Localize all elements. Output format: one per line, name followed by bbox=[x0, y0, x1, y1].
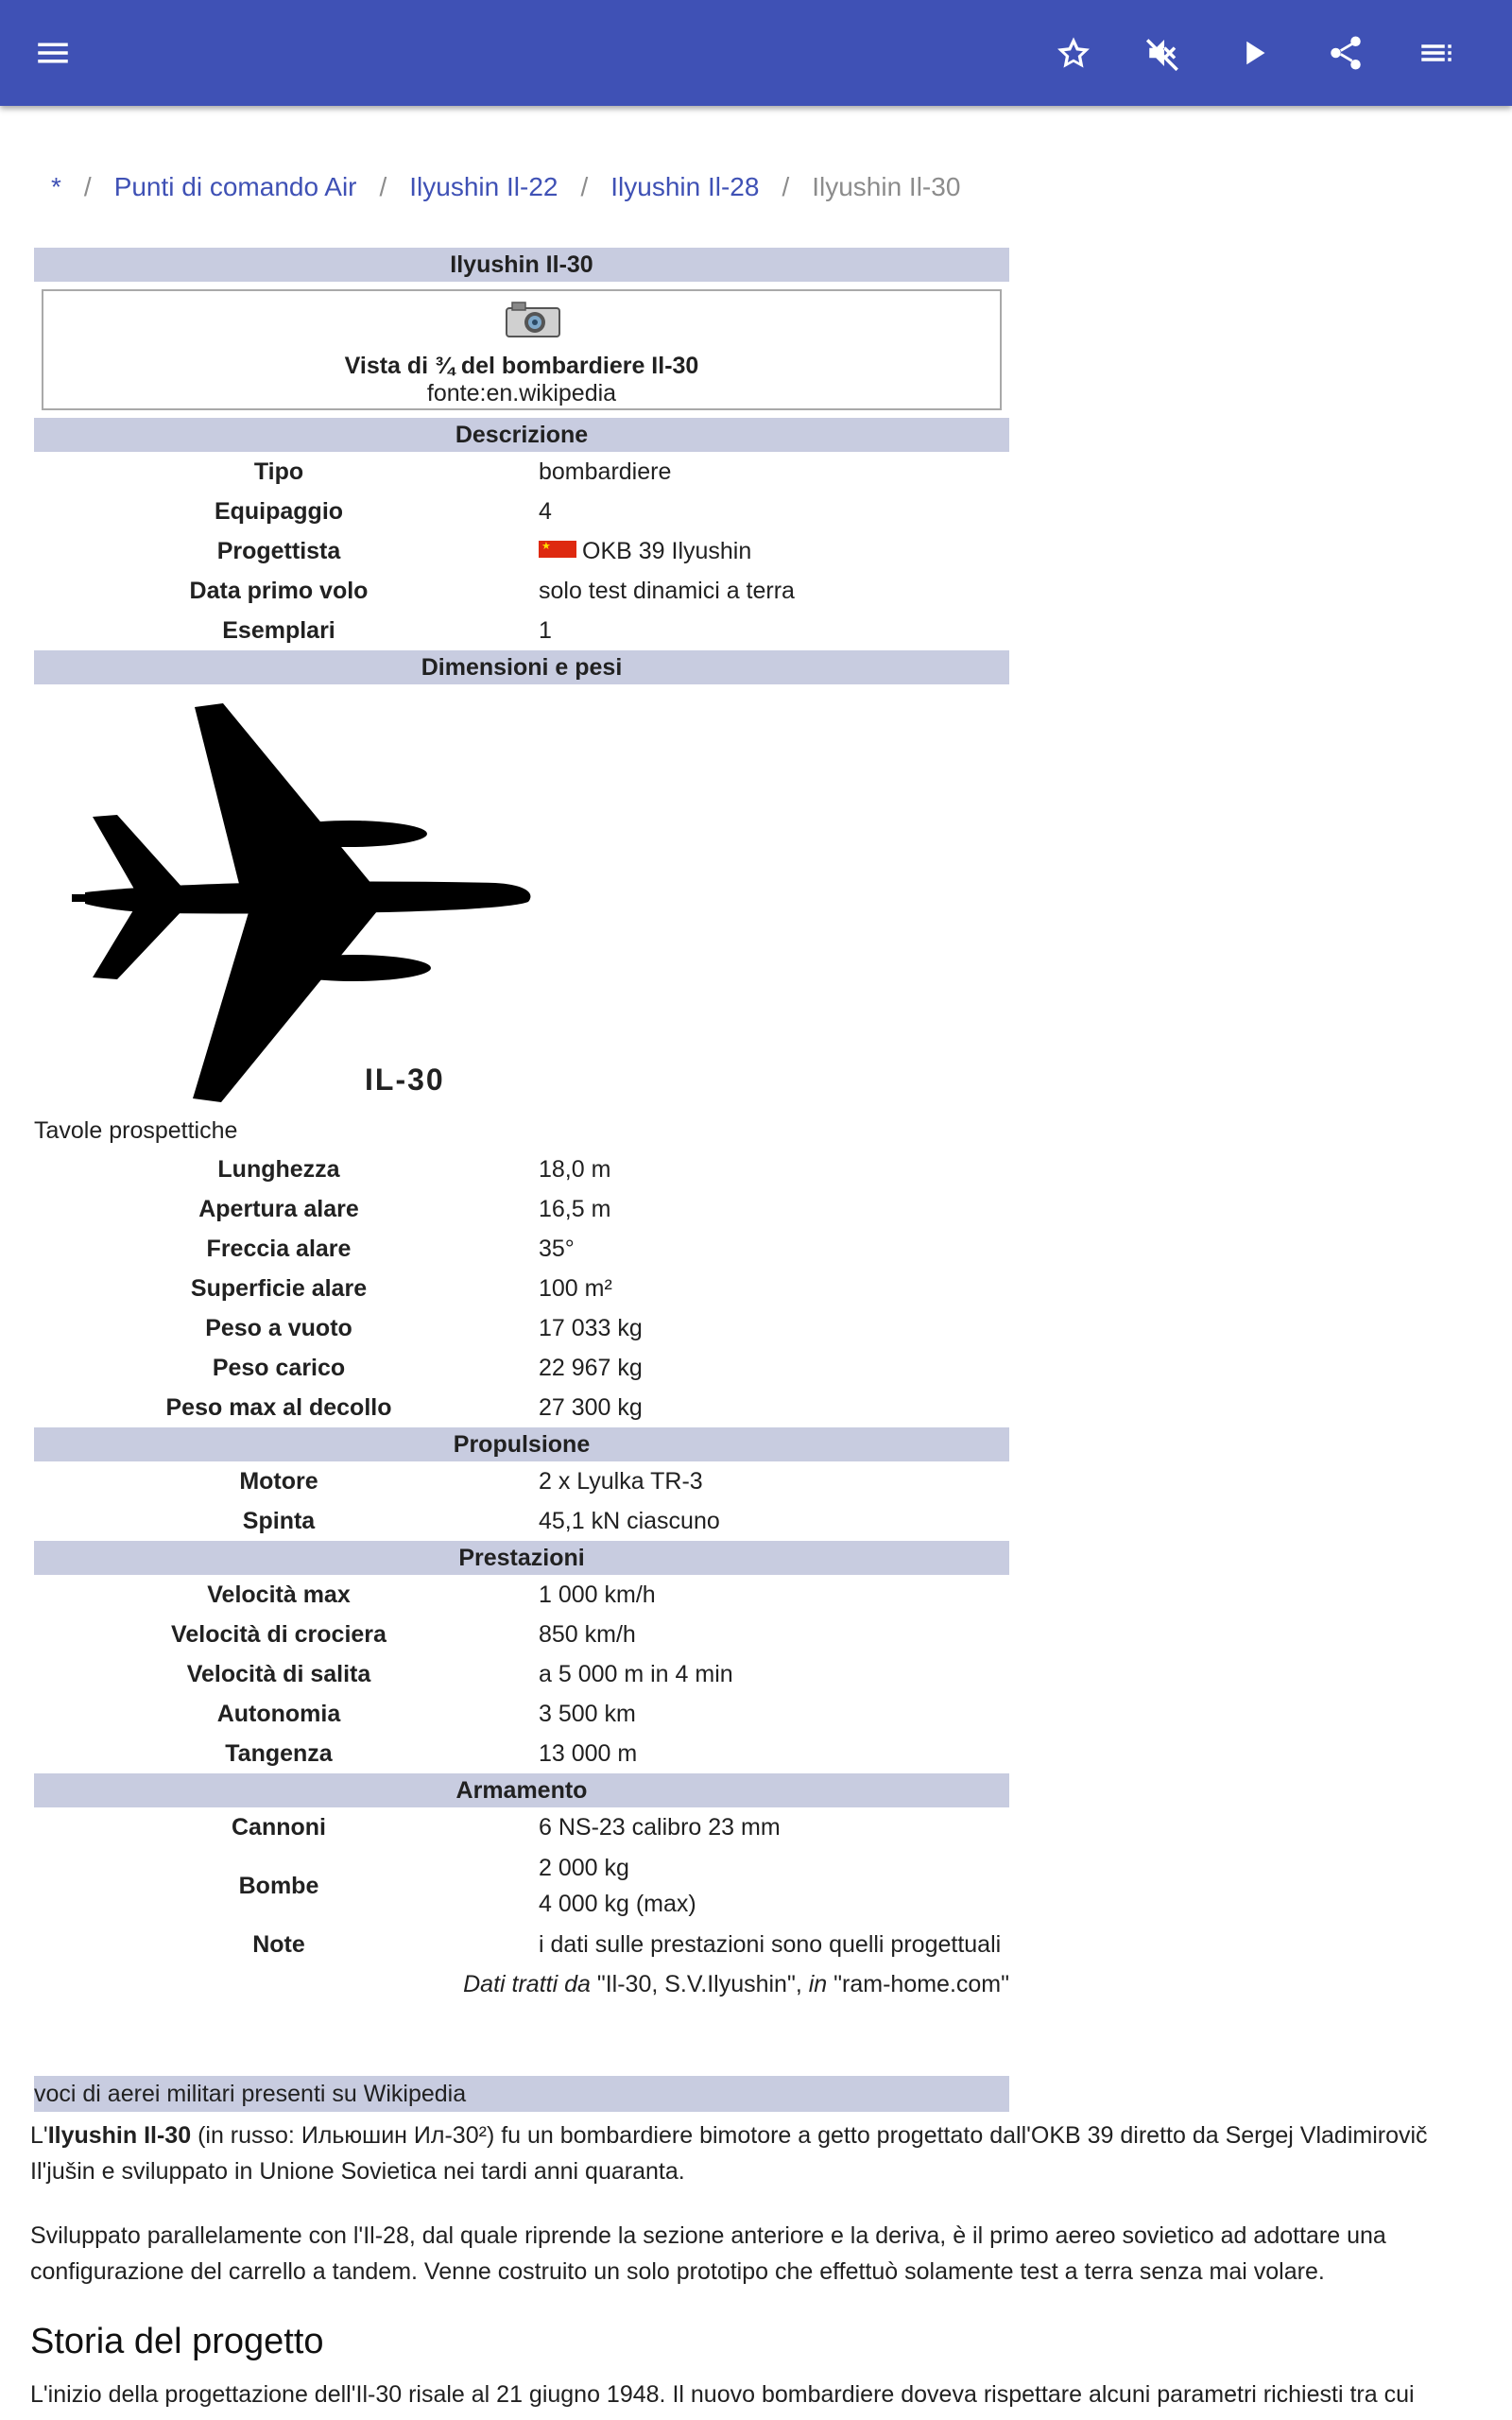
section-descrizione: Descrizione bbox=[34, 418, 1009, 452]
breadcrumb-separator: / bbox=[83, 172, 92, 201]
row-value: 35° bbox=[539, 1235, 575, 1262]
info-row bbox=[34, 531, 1009, 571]
row-value: 45,1 kN ciascuno bbox=[539, 1507, 720, 1534]
section-dimensioni: Dimensioni e pesi bbox=[34, 650, 1009, 684]
row-label: Superficie alare bbox=[190, 1274, 368, 1302]
info-row bbox=[34, 1501, 1009, 1541]
row-label: Data primo volo bbox=[189, 577, 369, 604]
article-paragraph-3: L'inizio della progettazione dell'Il-30 risale al 21 giugno 1948. Il nuovo bombardiere doveva rispettare alcuni parametri richiesti tra cui bbox=[30, 2381, 1415, 2408]
info-row bbox=[34, 1615, 1009, 1654]
star-icon[interactable] bbox=[1043, 23, 1104, 83]
row-label: Note bbox=[252, 1930, 305, 1958]
row-label: Autonomia bbox=[216, 1700, 341, 1727]
info-row bbox=[34, 1348, 1009, 1388]
info-row bbox=[34, 1734, 1009, 1773]
row-label: Esemplari bbox=[222, 616, 335, 644]
row-value: 22 967 kg bbox=[539, 1354, 643, 1381]
tavole-caption: Tavole prospettiche bbox=[34, 1117, 238, 1144]
row-label: Velocità di crociera bbox=[171, 1620, 387, 1648]
breadcrumb-separator: / bbox=[580, 172, 589, 201]
info-row bbox=[34, 1925, 1009, 1964]
breadcrumb-item-home[interactable]: * bbox=[51, 172, 61, 201]
row-label: Velocità max bbox=[207, 1581, 351, 1608]
section-prestazioni: Prestazioni bbox=[34, 1541, 1009, 1575]
toc-icon[interactable] bbox=[1406, 23, 1467, 83]
row-label: Freccia alare bbox=[206, 1235, 352, 1262]
info-row bbox=[34, 1807, 1009, 1847]
info-row bbox=[34, 1575, 1009, 1615]
row-value: i dati sulle prestazioni sono quelli progettuali bbox=[539, 1930, 1002, 1958]
row-value[interactable]: 2 x Lyulka TR-3 bbox=[539, 1467, 703, 1495]
volume-off-icon[interactable] bbox=[1134, 23, 1194, 83]
designer-link[interactable]: OKB 39 Ilyushin bbox=[582, 537, 752, 564]
article-paragraph-1 bbox=[30, 2118, 1486, 2189]
info-row bbox=[34, 1189, 1009, 1229]
menu-icon[interactable] bbox=[23, 23, 83, 83]
footer-prefix: Dati tratti da bbox=[463, 1971, 591, 1997]
row-value-designer bbox=[524, 538, 1009, 565]
article-paragraph-2: Sviluppato parallelamente con l'Il-28, dal quale riprende la sezione anteriore e la deriva, è il primo aereo sovietico ad adottare una configurazione del carrello a tandem. Venne costruito un solo prototipo che effettuò solamente test a terra senza mai volare. bbox=[30, 2222, 1386, 2285]
row-label: Peso carico bbox=[212, 1354, 346, 1381]
row-value: 16,5 m bbox=[539, 1195, 611, 1222]
breadcrumb-current: Ilyushin Il-30 bbox=[812, 172, 961, 201]
footer-source-2[interactable]: "ram-home.com" bbox=[833, 1971, 1009, 1997]
info-row bbox=[34, 452, 1009, 492]
soviet-flag-icon bbox=[539, 541, 576, 558]
row-value: a 5 000 m in 4 min bbox=[539, 1660, 733, 1687]
info-row bbox=[34, 1654, 1009, 1694]
infobox-title: Ilyushin Il-30 bbox=[34, 248, 1009, 282]
p1-text: (in russo: Ильюшин Ил-30²) fu un bombardiere bimotore a getto progettato dall'OKB 39 diretto da Sergej Vladimirovič Il'jušin e sviluppato in Unione Sovietica nei tardi anni quaranta. bbox=[30, 2122, 1428, 2185]
share-icon[interactable] bbox=[1315, 23, 1376, 83]
footer-in: in bbox=[808, 1971, 828, 1997]
info-row bbox=[34, 1269, 1009, 1308]
info-row bbox=[34, 1229, 1009, 1269]
row-label: Spinta bbox=[242, 1507, 316, 1534]
row-value[interactable]: bombardiere bbox=[539, 458, 672, 485]
row-value: 4 bbox=[539, 497, 552, 525]
row-value-bombe bbox=[524, 1850, 1009, 1922]
breadcrumb-item[interactable]: Punti di comando Air bbox=[113, 172, 357, 201]
row-label: Motore bbox=[239, 1467, 318, 1495]
row-label: Equipaggio bbox=[214, 497, 344, 525]
breadcrumb-item[interactable]: Ilyushin Il-22 bbox=[409, 172, 558, 201]
row-value: 1 000 km/h bbox=[539, 1581, 656, 1608]
row-value: 17 033 kg bbox=[539, 1314, 643, 1341]
row-label: Apertura alare bbox=[198, 1195, 359, 1222]
row-label: Cannoni bbox=[232, 1813, 326, 1841]
article-subject: Ilyushin Il-30 bbox=[47, 2122, 192, 2149]
row-value: 13 000 m bbox=[539, 1739, 638, 1767]
row-label: Peso max al decollo bbox=[165, 1393, 392, 1421]
row-label: Bombe bbox=[238, 1872, 319, 1899]
row-label: Progettista bbox=[216, 537, 341, 564]
infobox bbox=[34, 248, 1009, 2004]
info-row bbox=[34, 1694, 1009, 1734]
row-value: 1 bbox=[539, 616, 552, 644]
row-label: Tangenza bbox=[225, 1739, 333, 1767]
info-row bbox=[34, 1847, 1009, 1925]
row-label: Lunghezza bbox=[217, 1155, 340, 1183]
infobox-footer bbox=[34, 1964, 1009, 2004]
app-bar bbox=[0, 0, 1512, 106]
breadcrumb-separator: / bbox=[782, 172, 790, 201]
info-row bbox=[34, 1150, 1009, 1189]
row-label: Peso a vuoto bbox=[205, 1314, 352, 1341]
row-value: solo test dinamici a terra bbox=[539, 577, 795, 604]
row-value: 850 km/h bbox=[539, 1620, 636, 1648]
row-value[interactable]: 6 NS-23 calibro 23 mm bbox=[539, 1813, 781, 1841]
bombe-value-1: 2 000 kg bbox=[539, 1855, 629, 1881]
breadcrumb-item[interactable]: Ilyushin Il-28 bbox=[610, 172, 760, 201]
navbox[interactable]: voci di aerei militari presenti su Wikipedia bbox=[34, 2076, 1009, 2112]
infobox-image[interactable] bbox=[42, 289, 1002, 410]
info-row bbox=[34, 571, 1009, 611]
info-row bbox=[34, 1388, 1009, 1427]
breadcrumb-separator: / bbox=[379, 172, 387, 201]
section-propulsione: Propulsione bbox=[34, 1427, 1009, 1461]
image-source: fonte:en.wikipedia bbox=[426, 380, 617, 406]
section-armamento: Armamento bbox=[34, 1773, 1009, 1807]
camera-icon bbox=[505, 299, 561, 340]
p1-prefix: L' bbox=[30, 2122, 48, 2149]
info-row bbox=[34, 611, 1009, 650]
section-heading: Storia del progetto bbox=[30, 2322, 324, 2361]
info-row bbox=[34, 492, 1009, 531]
footer-source-1[interactable]: "Il-30, S.V.Ilyushin", bbox=[596, 1971, 802, 1997]
silhouette-label: IL-30 bbox=[365, 1063, 445, 1097]
info-row bbox=[34, 1461, 1009, 1501]
info-row bbox=[34, 1308, 1009, 1348]
row-value: 100 m² bbox=[539, 1274, 612, 1302]
row-value: 3 500 km bbox=[539, 1700, 636, 1727]
aircraft-silhouette-drawing bbox=[51, 694, 542, 1110]
image-caption: Vista di ¾ del bombardiere Il-30 bbox=[344, 353, 699, 379]
row-value: 18,0 m bbox=[539, 1155, 611, 1183]
breadcrumb bbox=[51, 168, 960, 206]
aircraft-silhouette[interactable] bbox=[34, 684, 1009, 1119]
row-value: 27 300 kg bbox=[539, 1393, 643, 1421]
row-label: Velocità di salita bbox=[186, 1660, 371, 1687]
play-icon[interactable] bbox=[1225, 23, 1285, 83]
bombe-value-2: 4 000 kg (max) bbox=[539, 1891, 696, 1917]
row-label: Tipo bbox=[253, 458, 304, 485]
